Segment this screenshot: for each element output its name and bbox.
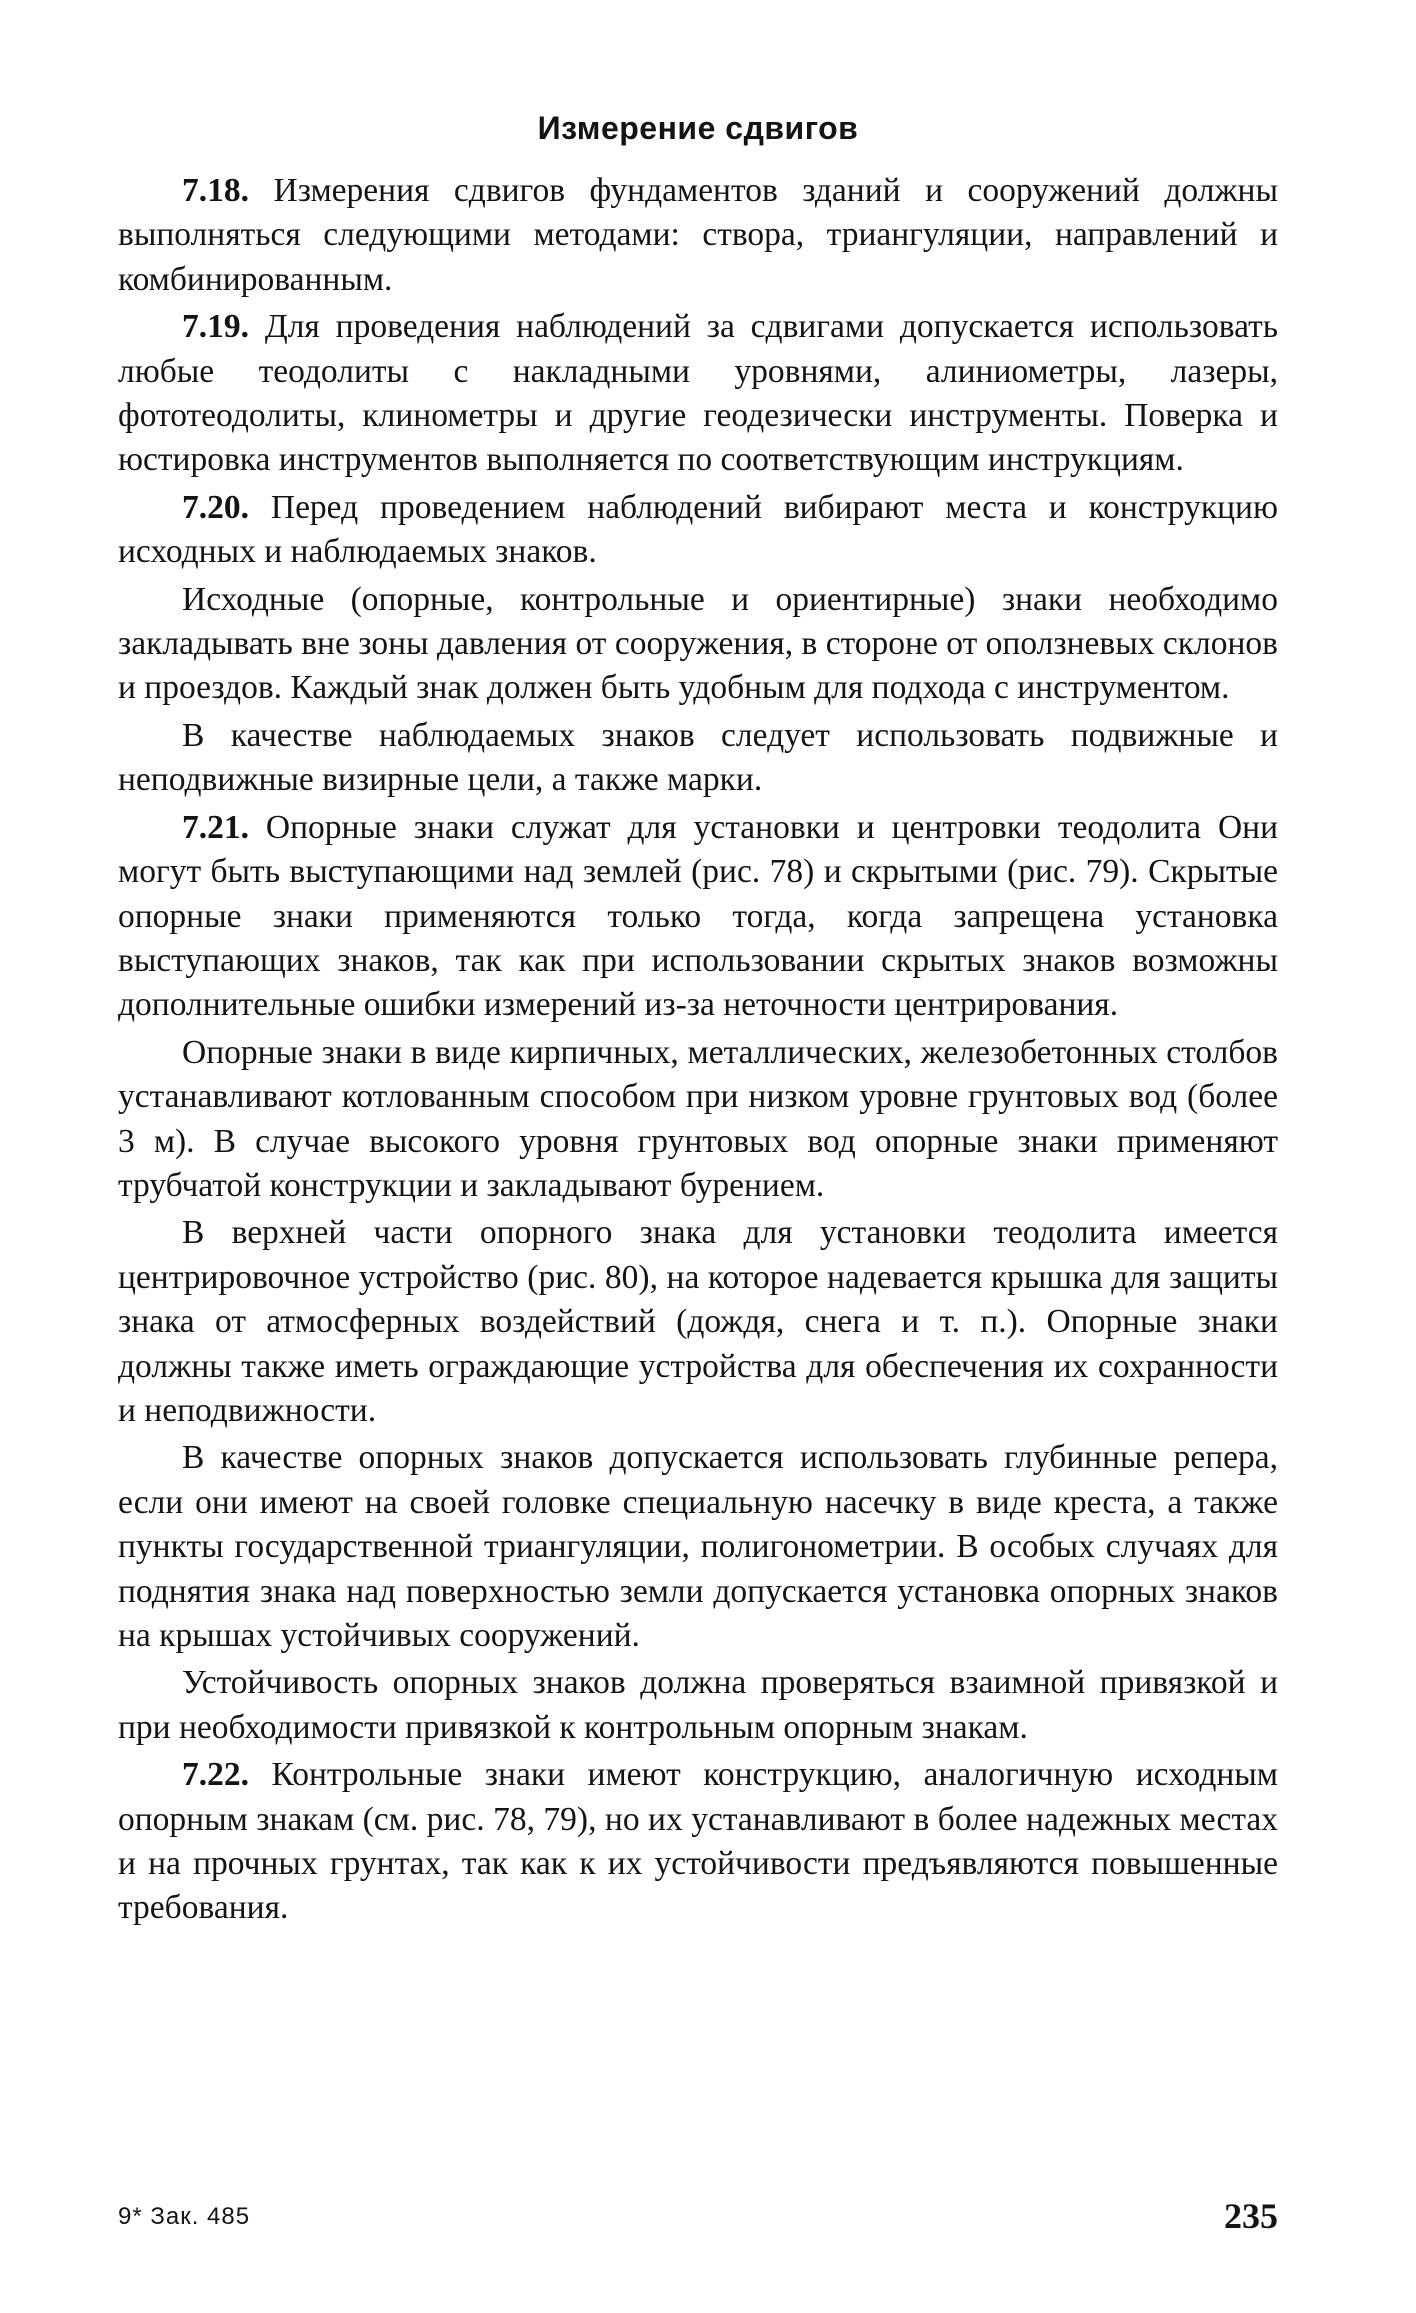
clause-number: 7.21. xyxy=(182,808,249,846)
paragraph-7-22 xyxy=(118,1753,1278,1931)
paragraph-centering-device xyxy=(118,1211,1278,1433)
clause-number: 7.19. xyxy=(182,308,249,346)
paragraph-text: Контрольные знаки имеют конструкцию, аналогичную исходным опорным знакам (см. рис. 78, 79), но их устанавливают в более надежных местах и на прочных грунтах, так как к их устойчивости предъявляются повышенные требования. xyxy=(118,1756,1278,1927)
paragraph-deep-benchmarks xyxy=(118,1436,1278,1658)
paragraph-text: В верхней части опорного знака для установки теодолита имеется центрировочное устройство (рис. 80), на которое надевается крышка для защиты знака от атмосферных воздействий (дождя, снега и т. п.). Опорные знаки должны также иметь ограждающие устройства для обеспечения их сохранности и неподвижности. xyxy=(118,1214,1278,1429)
paragraph-text: Устойчивость опорных знаков должна проверяться взаимной привязкой и при необходимости привязкой к контрольным опорным знакам. xyxy=(118,1664,1278,1746)
paragraph-7-18 xyxy=(118,169,1278,302)
clause-number: 7.18. xyxy=(182,172,249,209)
printer-signature: 9* Зак. 485 xyxy=(118,2203,251,2230)
paragraph-reference-marks xyxy=(118,578,1278,711)
section-heading: Измерение сдвигов xyxy=(537,110,859,146)
paragraph-text: Измерения сдвигов фундаментов зданий и сооружений должны выполняться следующими методами: створа, триангуляции, направлений и комбинированным. xyxy=(118,172,1278,298)
page-footer xyxy=(118,2195,1278,2245)
paragraph-text: Опорные знаки служат для установки и центровки теодолита Они могут быть выступающими над землей (рис. 78) и скрытыми (рис. 79). Скрытые опорные знаки применяются только тогда, когда запрещена установка выступающих знаков, так как при использовании скрытых знаков возможны дополнительные ошибки измерений из-за неточности центрирования. xyxy=(118,808,1278,1024)
paragraph-7-21 xyxy=(118,806,1278,1028)
paragraph-text: Опорные знаки в виде кирпичных, металлических, железобетонных столбов устанавливают котлованным способом при низком уровне грунтовых вод (более 3 м). В случае высокого уровня грунтовых вод опорные знаки применяют трубчатой конструкции и закладывают бурением. xyxy=(118,1033,1278,1204)
paragraph-7-20 xyxy=(118,486,1278,575)
paragraph-text: Исходные (опорные, контрольные и ориентирные) знаки необходимо закладывать вне зоны давления от сооружения, в стороне от оползневых склонов и проездов. Каждый знак должен быть удобным для подхода с инструментом. xyxy=(118,580,1278,707)
paragraph-text: В качестве наблюдаемых знаков следует использовать подвижные и неподвижные визирные цели, а также марки. xyxy=(118,716,1278,799)
clause-number: 7.20. xyxy=(182,488,249,526)
paragraph-text: В качестве опорных знаков допускается использовать глубинные репера, если они имеют на своей головке специальную насечку в виде креста, а также пункты государственной триангуляции, полигонометрии. В особых случаях для поднятия знака над поверхностью земли допускается установка опорных знаков на крышах устойчивых сооружений. xyxy=(118,1439,1278,1654)
paragraph-7-19 xyxy=(118,305,1278,483)
paragraph-stability xyxy=(118,1661,1278,1750)
paragraph-text: Перед проведением наблюдений вибирают места и конструкцию исходных и наблюдаемых знаков. xyxy=(118,488,1278,571)
paragraph-pillars xyxy=(118,1031,1278,1209)
page-body xyxy=(118,110,1278,1934)
paragraph-text: Для проведения наблюдений за сдвигами допускается использовать любые теодолиты с накладными уровнями, алиниометры, лазеры, фототеодолиты, клинометры и другие геодезически инструменты. Поверка и юстировка инструментов выполняется по соответствующим инструкциям. xyxy=(118,308,1278,479)
clause-number: 7.22. xyxy=(182,1756,249,1794)
paragraph-observed-marks xyxy=(118,714,1278,803)
page-number: 235 xyxy=(1224,2196,1278,2236)
